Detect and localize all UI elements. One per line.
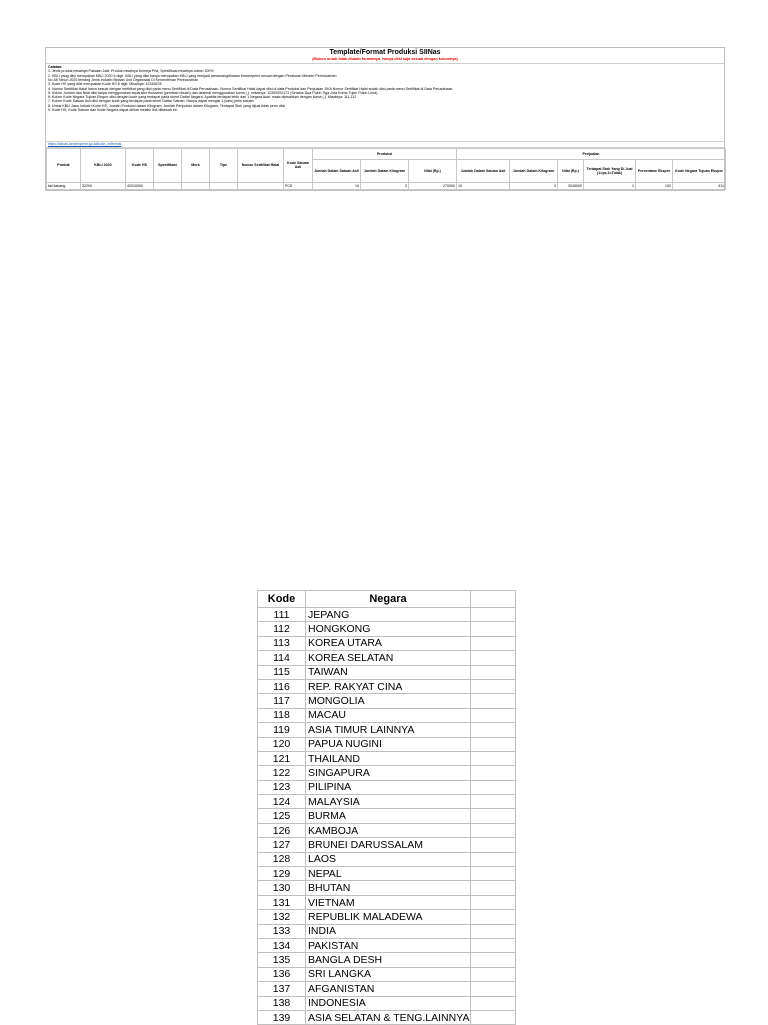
cell[interactable] bbox=[154, 182, 182, 189]
table-row bbox=[258, 838, 516, 852]
table-row bbox=[258, 780, 516, 794]
country-code-cell: 115 bbox=[258, 665, 306, 679]
country-code-cell: 131 bbox=[258, 895, 306, 909]
empty-cell bbox=[471, 679, 516, 693]
cell[interactable]: PCE bbox=[284, 182, 313, 189]
cell[interactable]: 32200 bbox=[81, 182, 126, 189]
table-row bbox=[258, 996, 516, 1010]
empty-cell bbox=[471, 751, 516, 765]
table-row bbox=[258, 982, 516, 996]
notes-header: Catatan: bbox=[48, 64, 63, 69]
cell[interactable] bbox=[210, 182, 238, 189]
empty-cell bbox=[471, 708, 516, 722]
cell[interactable]: 10 bbox=[313, 182, 361, 189]
cell[interactable]: 3 bbox=[361, 182, 409, 189]
country-name-cell: BHUTAN bbox=[306, 881, 471, 895]
empty-cell bbox=[471, 881, 516, 895]
cell[interactable]: 411 bbox=[673, 182, 726, 189]
country-code-cell: 116 bbox=[258, 679, 306, 693]
empty-cell bbox=[471, 608, 516, 622]
cell[interactable]: 3 bbox=[510, 182, 558, 189]
country-name-cell: BURMA bbox=[306, 809, 471, 823]
col-header: Persentase Ekspor bbox=[636, 159, 673, 182]
country-code-cell: 135 bbox=[258, 953, 306, 967]
note-line: 4. Nomor Sertifikat Halal harus sesuai dengan sertifikat yang diisi pada menu Sertifikat di Data Perusahaan. Nomor Sertifikat Halal dapat diisi di data Produksi dan Penjualan JIKA Nomor Sertifikat Halal sudah diisi pada menu Sertifikat di Data Perusahaan. bbox=[48, 86, 454, 91]
group-header-penjualan: Penjualan bbox=[457, 148, 726, 159]
country-code-table bbox=[257, 590, 516, 1025]
empty-cell bbox=[471, 651, 516, 665]
note-line: 6. Kolom Kode Negara Tujuan Ekspor diisi dengan kode yang terdapat pada sheet Daftar Negara. Apabila terdapat lebih dari 1 Negara Asal, maka dipisahkan dengan koma (,). Misalnya: 111,112 bbox=[48, 95, 357, 100]
country-code-cell: 118 bbox=[258, 708, 306, 722]
country-code-cell: 122 bbox=[258, 766, 306, 780]
note-line: 8. Untuk KBLI Jasa Industri Kode HS, Jumlah Produksi dalam Kilogram, Jumlah Penjualan dalam Kilogram, Terdapat Stok yang dijual tidak perlu diisi bbox=[48, 103, 286, 108]
empty-cell bbox=[471, 852, 516, 866]
cell[interactable]: 3045000 bbox=[558, 182, 584, 189]
col-header: Spesifikasi bbox=[154, 148, 182, 182]
country-code-cell: 137 bbox=[258, 982, 306, 996]
col-header: Kode HS bbox=[126, 148, 154, 182]
col-header: Nilai (Rp.) bbox=[409, 159, 457, 182]
table-row bbox=[258, 953, 516, 967]
empty-cell bbox=[471, 953, 516, 967]
table-row bbox=[258, 823, 516, 837]
col-header: Jumlah Dalam Satuan Asli bbox=[313, 159, 361, 182]
country-code-cell: 128 bbox=[258, 852, 306, 866]
country-name-cell: KOREA SELATAN bbox=[306, 651, 471, 665]
country-name-cell: MACAU bbox=[306, 708, 471, 722]
country-code-cell: 130 bbox=[258, 881, 306, 895]
country-code-cell: 114 bbox=[258, 651, 306, 665]
col-header: Kode Satuan Asli bbox=[284, 148, 313, 182]
cell[interactable]: 100 bbox=[636, 182, 673, 189]
table-row bbox=[258, 694, 516, 708]
empty-cell bbox=[471, 924, 516, 938]
empty-cell bbox=[471, 723, 516, 737]
note-line: 1. Jenis produk misalnya Pakaian Jadi, Produk misalnya Kemeja Pria, Spesifikasi misalnya cotton 100% bbox=[48, 69, 214, 74]
table-row bbox=[258, 881, 516, 895]
country-code-cell: 123 bbox=[258, 780, 306, 794]
country-name-cell: JEPANG bbox=[306, 608, 471, 622]
country-name-cell: THAILAND bbox=[306, 751, 471, 765]
country-name-cell: TAIWAN bbox=[306, 665, 471, 679]
empty-cell bbox=[471, 780, 516, 794]
table-row bbox=[47, 182, 726, 189]
cell[interactable] bbox=[182, 182, 210, 189]
country-code-cell: 113 bbox=[258, 636, 306, 650]
country-code-cell: 120 bbox=[258, 737, 306, 751]
country-code-cell: 121 bbox=[258, 751, 306, 765]
country-name-cell: PILIPINA bbox=[306, 780, 471, 794]
cell[interactable]: 42010000 bbox=[126, 182, 154, 189]
col-header: Produk bbox=[47, 148, 81, 182]
cell[interactable]: 270000 bbox=[409, 182, 457, 189]
header-empty bbox=[471, 591, 516, 608]
table-row bbox=[258, 795, 516, 809]
country-name-cell: REP. RAKYAT CINA bbox=[306, 679, 471, 693]
empty-cell bbox=[471, 910, 516, 924]
country-code-cell: 119 bbox=[258, 723, 306, 737]
table-row bbox=[258, 751, 516, 765]
table-row bbox=[258, 895, 516, 909]
country-code-cell: 136 bbox=[258, 967, 306, 981]
table-row bbox=[258, 766, 516, 780]
empty-cell bbox=[471, 622, 516, 636]
table-row bbox=[258, 924, 516, 938]
empty-cell bbox=[471, 996, 516, 1010]
table-row bbox=[258, 1010, 516, 1024]
country-name-cell: LAOS bbox=[306, 852, 471, 866]
note-line: 9. Kode HS, Kode Satuan dan Kode Negara dapat dilihat melalui link dibawah ini: bbox=[48, 108, 178, 113]
country-table-body bbox=[258, 608, 516, 1025]
table-row bbox=[258, 665, 516, 679]
production-template-sheet bbox=[45, 47, 725, 191]
empty-cell bbox=[471, 795, 516, 809]
empty-cell bbox=[471, 967, 516, 981]
country-code-cell: 133 bbox=[258, 924, 306, 938]
country-name-cell: INDIA bbox=[306, 924, 471, 938]
cell[interactable]: 10 bbox=[457, 182, 510, 189]
col-header: Jumlah Dalam Kilogram bbox=[510, 159, 558, 182]
country-name-cell: HONGKONG bbox=[306, 622, 471, 636]
table-row bbox=[258, 910, 516, 924]
header-kode: Kode bbox=[258, 591, 306, 608]
table-row bbox=[258, 737, 516, 751]
country-code-cell: 117 bbox=[258, 694, 306, 708]
country-name-cell: SRI LANGKA bbox=[306, 967, 471, 981]
table-row bbox=[258, 608, 516, 622]
country-name-cell: VIETNAM bbox=[306, 895, 471, 909]
table-row bbox=[258, 967, 516, 981]
empty-cell bbox=[471, 823, 516, 837]
table-row bbox=[258, 636, 516, 650]
col-header: Merk bbox=[182, 148, 210, 182]
note-line: 3. Kode HS yang diisi merupakan Kode HS 8 digit. Misalnya: 12345678 bbox=[48, 82, 162, 87]
note-line: 5. Kolom Jumlah dan Nilai diisi tanpa menggunakan separator thousand (pemisah ribuan) dan desimal menggunakan koma (,), misalnya: 12300000173 (Seratus Dua Puluh Tiga Juta Koma Tujuh Puluh Lima) bbox=[48, 90, 378, 95]
notes-block bbox=[46, 64, 724, 142]
cell[interactable]: 1 bbox=[584, 182, 636, 189]
country-name-cell: MALAYSIA bbox=[306, 795, 471, 809]
country-name-cell: MONGOLIA bbox=[306, 694, 471, 708]
header-negara: Negara bbox=[306, 591, 471, 608]
country-code-cell: 132 bbox=[258, 910, 306, 924]
table-row bbox=[258, 852, 516, 866]
empty-cell bbox=[471, 1010, 516, 1024]
col-header: Tipe bbox=[210, 148, 238, 182]
note-line: No.48 Tahun 2020 tentang Jenis Industri Binaan Unit Organisasi Di Kementerian Perindustrian bbox=[48, 77, 199, 82]
country-code-cell: 138 bbox=[258, 996, 306, 1010]
note-line: 7. Kolom Kode Satuan Asli diisi dengan kode yang terdapat pada sheet Daftar Satuan. Hanya dapat mengisi 1 (satu) jenis satuan bbox=[48, 99, 254, 104]
country-code-cell: 111 bbox=[258, 608, 306, 622]
col-header: Terdapat Stok Yang Di Jual (1=ya;2=Tidak) bbox=[584, 159, 636, 182]
country-code-cell: 124 bbox=[258, 795, 306, 809]
country-code-cell: 129 bbox=[258, 867, 306, 881]
col-header: KBLI 2020 bbox=[81, 148, 126, 182]
table-row bbox=[258, 651, 516, 665]
col-header: Jumlah Dalam Kilogram bbox=[361, 159, 409, 182]
country-name-cell: BANGLA DESH bbox=[306, 953, 471, 967]
country-name-cell: REPUBLIK MALADEWA bbox=[306, 910, 471, 924]
table-row bbox=[258, 679, 516, 693]
table-row bbox=[258, 723, 516, 737]
country-name-cell: PAPUA NUGINI bbox=[306, 737, 471, 751]
empty-cell bbox=[471, 895, 516, 909]
country-name-cell: NEPAL bbox=[306, 867, 471, 881]
country-code-cell: 112 bbox=[258, 622, 306, 636]
country-name-cell: KOREA UTARA bbox=[306, 636, 471, 650]
country-code-cell: 127 bbox=[258, 838, 306, 852]
empty-cell bbox=[471, 694, 516, 708]
col-header: Jumlah Dalam Satuan Asli bbox=[457, 159, 510, 182]
col-header: Kode Negara Tujuan Ekspor bbox=[673, 159, 726, 182]
empty-cell bbox=[471, 809, 516, 823]
empty-cell bbox=[471, 982, 516, 996]
reference-link[interactable]: https://siinas.kemenperin.go.id/kode_referensi bbox=[48, 141, 122, 146]
empty-cell bbox=[471, 737, 516, 751]
group-header-produksi: Produksi bbox=[313, 148, 457, 159]
note-line: 2. KBLI yang diisi merupakan KBLI 2020 5 digit. KBLI yang diisi hanya merupakan KBLI yang menjadi wewenang/binaan Kemenperin sesuai dengan Peraturan Menteri Perindustrian bbox=[48, 73, 337, 78]
table-row bbox=[258, 622, 516, 636]
empty-cell bbox=[471, 838, 516, 852]
table-row bbox=[258, 867, 516, 881]
country-name-cell: BRUNEI DARUSSALAM bbox=[306, 838, 471, 852]
col-header: Nilai (Rp.) bbox=[558, 159, 584, 182]
country-name-cell: SINGAPURA bbox=[306, 766, 471, 780]
table-row bbox=[258, 809, 516, 823]
sheet-title: Template/Format Produksi SIINas bbox=[329, 49, 441, 56]
col-header: Nomor Sertifikat Halal bbox=[238, 148, 284, 182]
empty-cell bbox=[471, 867, 516, 881]
country-name-cell: INDONESIA bbox=[306, 996, 471, 1010]
sheet-subtitle: (Mohon untuk tidak diubah formatnya, hanya diisi saja sesuai dengan kolomnya) bbox=[46, 57, 724, 64]
empty-cell bbox=[471, 938, 516, 952]
table-row bbox=[258, 708, 516, 722]
country-name-cell: KAMBOJA bbox=[306, 823, 471, 837]
cell[interactable] bbox=[238, 182, 284, 189]
country-code-cell: 126 bbox=[258, 823, 306, 837]
empty-cell bbox=[471, 636, 516, 650]
table-row bbox=[258, 938, 516, 952]
country-name-cell: PAKISTAN bbox=[306, 938, 471, 952]
cell[interactable]: tali kabang bbox=[47, 182, 81, 189]
production-header-table bbox=[46, 148, 726, 190]
empty-cell bbox=[471, 766, 516, 780]
country-name-cell: ASIA TIMUR LAINNYA bbox=[306, 723, 471, 737]
country-code-cell: 139 bbox=[258, 1010, 306, 1024]
country-name-cell: ASIA SELATAN & TENG.LAINNYA bbox=[306, 1010, 471, 1024]
empty-cell bbox=[471, 665, 516, 679]
country-name-cell: AFGANISTAN bbox=[306, 982, 471, 996]
country-code-cell: 125 bbox=[258, 809, 306, 823]
country-code-cell: 134 bbox=[258, 938, 306, 952]
